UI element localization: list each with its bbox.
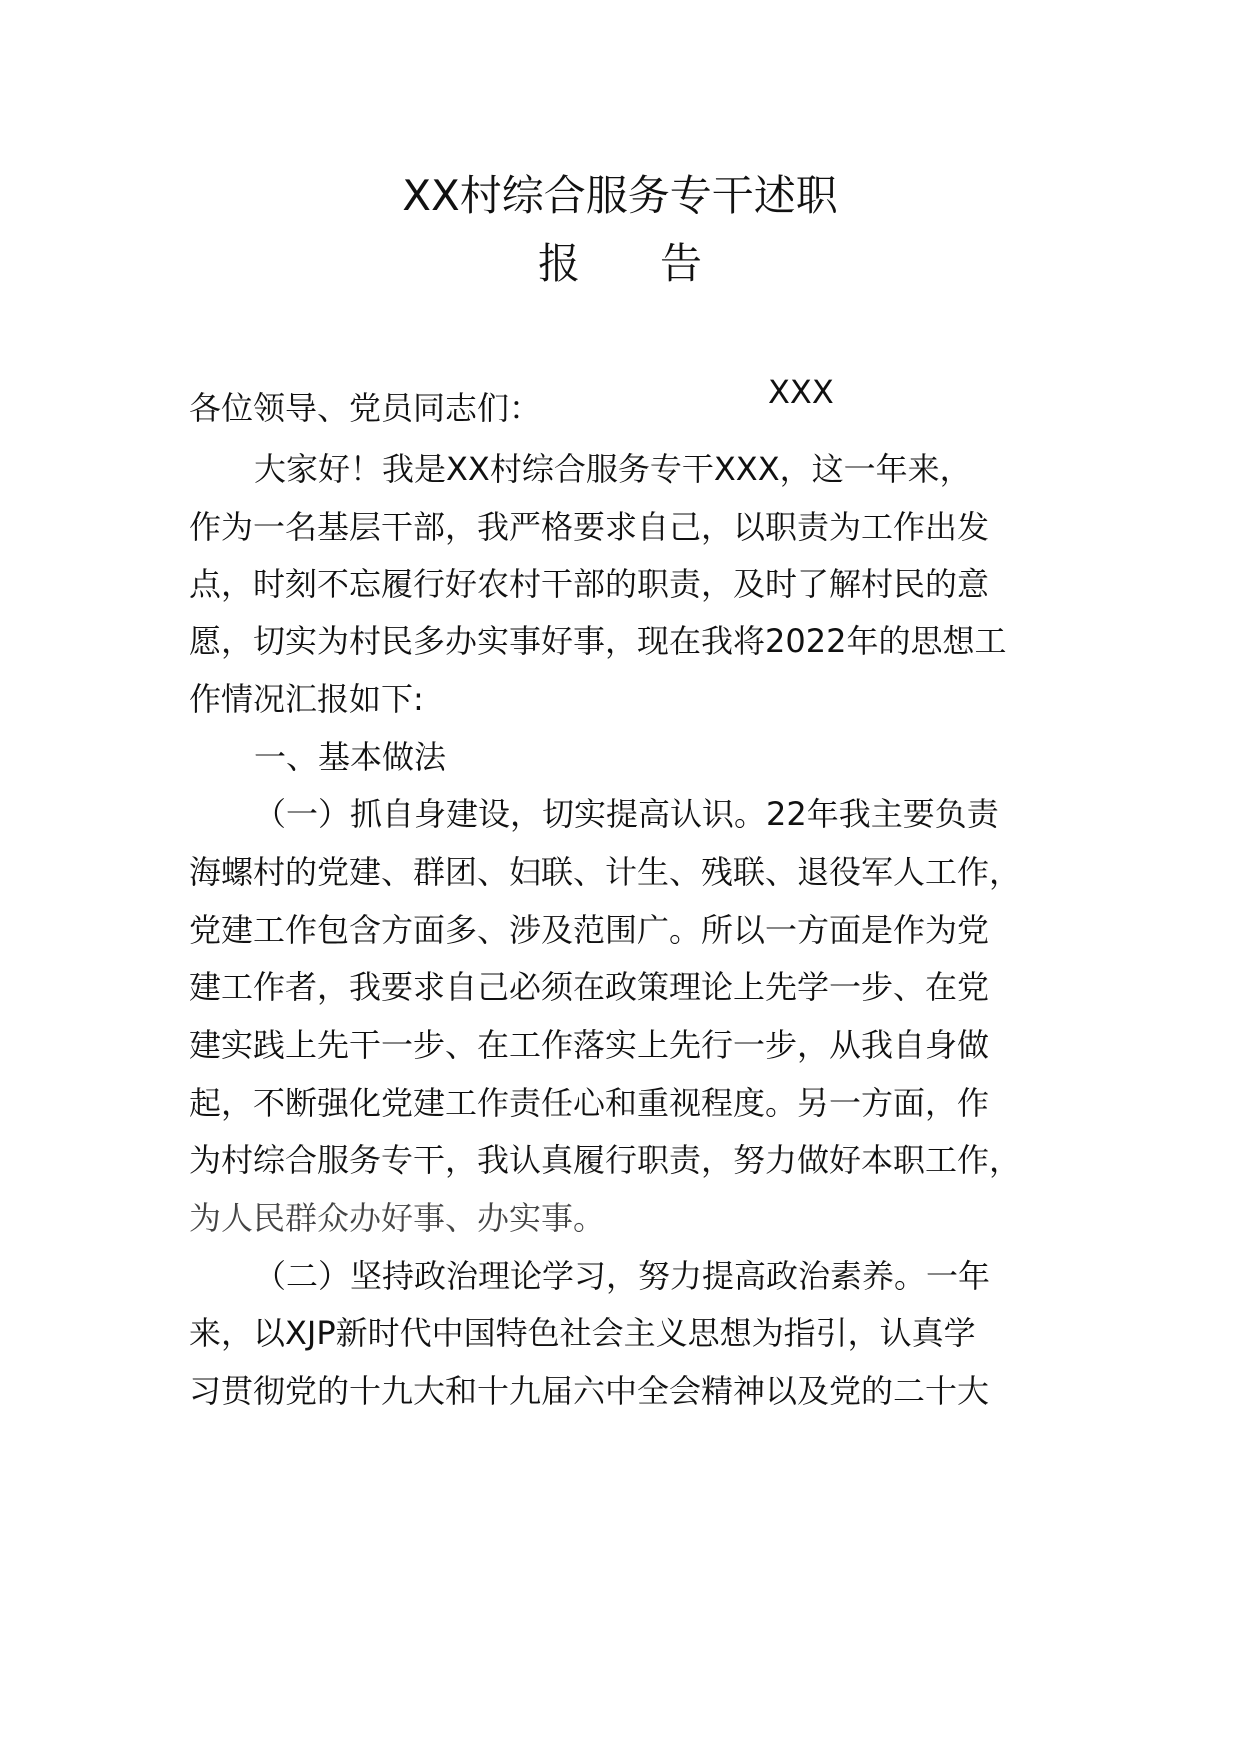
paragraph-line: 为村综合服务专干，我认真履行职责，努力做好本职工作， [189, 1141, 1022, 1179]
paragraph-line: 作情况汇报如下: [189, 680, 424, 718]
paragraph-line: 点，时刻不忘履行好农村干部的职责，及时了解村民的意 [189, 565, 990, 603]
paragraph-line: 建工作者，我要求自己必须在政策理论上先学一步、在党 [189, 968, 990, 1006]
section-heading: 一、基本做法 [254, 738, 447, 776]
paragraph-line: （一）抓自身建设，切实提高认识。22年我主要负责 [254, 795, 999, 833]
paragraph-line: 愿，切实为村民多办实事好事，现在我将2022年的思想工 [189, 622, 1007, 660]
paragraph-line: 党建工作包含方面多、涉及范围广。所以一方面是作为党 [189, 911, 990, 949]
paragraph-line: 为人民群众办好事、办实事。 [189, 1199, 606, 1237]
paragraph-line: 大家好！我是XX村综合服务专干XXX，这一年来， [254, 450, 972, 488]
paragraph-line: （二）坚持政治理论学习，努力提高政治素养。一年 [254, 1257, 991, 1295]
author-name: XXX [768, 373, 834, 411]
paragraph-line: 起，不断强化党建工作责任心和重视程度。另一方面，作 [189, 1084, 990, 1122]
document-title-line-1: XX村综合服务专干述职 [402, 171, 838, 220]
paragraph-line: 建实践上先干一步、在工作落实上先行一步，从我自身做 [189, 1026, 990, 1064]
paragraph-line: 海螺村的党建、群团、妇联、计生、残联、退役军人工作， [189, 853, 1022, 891]
paragraph-line: 来，以XJP新时代中国特色社会主义思想为指引，认真学 [189, 1314, 976, 1352]
document-title-line-2: 报 告 [537, 239, 703, 288]
paragraph-line: 习贯彻党的十九大和十九届六中全会精神以及党的二十大 [189, 1372, 990, 1410]
paragraph-line: 作为一名基层干部，我严格要求自己，以职责为工作出发 [189, 508, 990, 546]
salutation: 各位领导、党员同志们： [189, 389, 542, 427]
